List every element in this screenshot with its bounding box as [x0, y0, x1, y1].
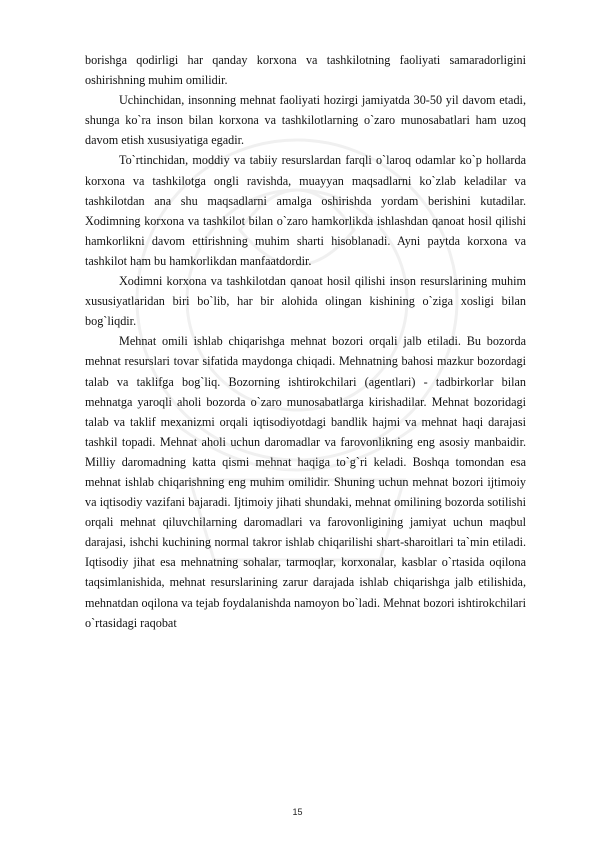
paragraph-4: Xodimni korxona va tashkilotdan qanoat hosil qilishi inson resurslarining muhim xususiyatlaridan biri bo`lib, har bir alohida olingan kishining o`ziga xosligi bilan bog`liqdir.: [85, 274, 526, 329]
paragraph-2: Uchinchidan, insonning mehnat faoliyati hozirgi jamiyatda 30-50 yil davom etadi, shunga ko`ra inson bilan korxona va tashkilotlarning o`zaro munosabatlari ham uzoq davom etish xususiyatiga egadir.: [85, 93, 526, 148]
document-body: [85, 50, 526, 633]
paragraph-3: To`rtinchidan, moddiy va tabiiy resurslardan farqli o`laroq odamlar ko`p hollarda korxona va tashkilotga ongli ravishda, muayyan maqsadlarni ko`zlab keladilar va tashkilotdan ana shu maqsadlarni amalga oshirishda yordam berishini kutadilar. Xodimning korxona va tashkilot bilan o`zaro hamkorlikda ishlashdan qanoat hosil qilishi hamkorlikni davom ettirishning muhim sharti hisoblanadi. Ayni paytda korxona va tashkilot ham bu hamkorlikdan manfaatdordir.: [85, 153, 526, 268]
paragraph-1: borishga qodirligi har qanday korxona va tashkilotning faoliyati samaradorligini oshirishning muhim omilidir.: [85, 53, 526, 88]
paragraph-5: Mehnat omili ishlab chiqarishga mehnat bozori orqali jalb etiladi. Bu bozorda mehnat resurslari tovar sifatida maydonga chiqadi. Mehnatning bahosi mazkur bozordagi talab va taklifga bog`liq. Bozorning ishtirokchilari (agentlari) - tadbirkorlar bilan mehnatga yaroqli aholi bozorda o`zaro munosabatlarga kirishadilar. Mehnat bozoridagi talab va taklif mexanizmi orqali iqtisodiyotdagi bandlik hajmi va mehnat haqi darajasi tashkil topadi. Mehnat aholi uchun daromadlar va farovonlikning eng asosiy manbaidir. Milliy daromadning katta qismi mehnat haqiga to`g`ri keladi. Boshqa tomondan esa mehnat ishlab chiqarishning eng muhim omilidir. Shuning uchun mehnat bozori ijtimoiy va iqtisodiy vazifani bajaradi. Ijtimoiy jihati shundaki, mehnat omilining bozorda sotilishi orqali mehnat qiluvchilarning daromadlari va farovonligining jamiyat uchun maqbul darajasi, ishchi kuchining normal takror ishlab chiqarilishi shart-sharoitlari ta`min etiladi. Iqtisodiy jihat esa mehnatning sohalar, tarmoqlar, korxonalar, kasblar o`rtasida oqilona taqsimlanishida, mehnat resurslarining zarur darajada ishlab chiqarishga jalb etilishida, mehnatdan oqilona va tejab foydalanishda namoyon bo`ladi. Mehnat bozori ishtirokchilari o`rtasidagi raqobat: [85, 334, 526, 630]
page-number: 15: [292, 807, 303, 817]
